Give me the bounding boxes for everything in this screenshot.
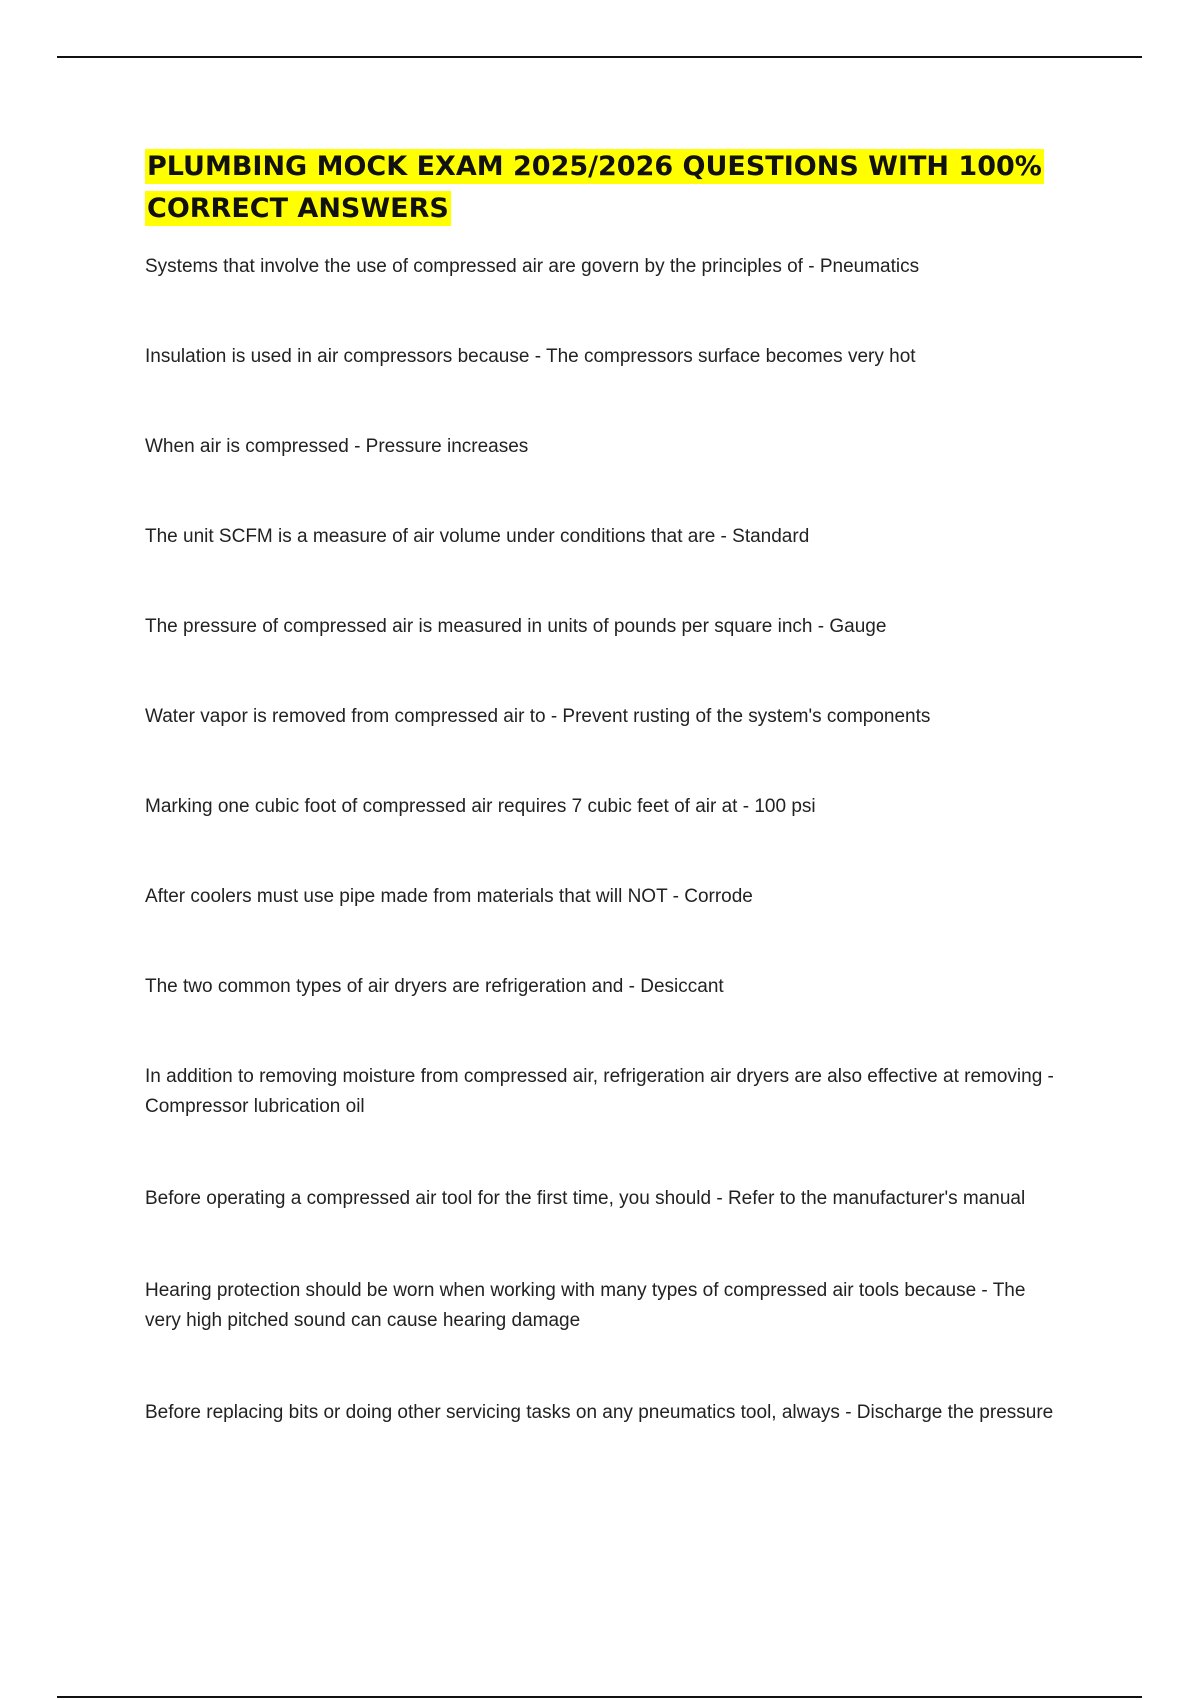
document-body (145, 146, 1065, 1490)
document-title (145, 146, 1065, 230)
document-title-text: PLUMBING MOCK EXAM 2025/2026 QUESTIONS WITH 100% CORRECT ANSWERS (147, 151, 1042, 224)
qa-item-4: The unit SCFM is a measure of air volume under conditions that are - Standard (145, 526, 810, 547)
footer-rule (57, 1696, 1142, 1698)
qa-item-1: Systems that involve the use of compressed air are govern by the principles of - Pneumatics (145, 256, 920, 277)
header-rule (57, 56, 1142, 58)
qa-item-9: The two common types of air dryers are refrigeration and - Desiccant (145, 976, 724, 997)
qa-item-12: Hearing protection should be worn when working with many types of compressed air tools because - The very high pitched sound can cause hearing damage (145, 1280, 1026, 1331)
qa-item-7: Marking one cubic foot of compressed air requires 7 cubic feet of air at - 100 psi (145, 796, 816, 817)
qa-item-10: In addition to removing moisture from compressed air, refrigeration air dryers are also effective at removing - Compressor lubrication oil (145, 1066, 1054, 1117)
qa-item-3: When air is compressed - Pressure increases (145, 436, 529, 457)
qa-item-8: After coolers must use pipe made from materials that will NOT - Corrode (145, 886, 753, 907)
qa-item-6: Water vapor is removed from compressed air to - Prevent rusting of the system's components (145, 706, 931, 727)
qa-item-13: Before replacing bits or doing other servicing tasks on any pneumatics tool, always - Discharge the pressure (145, 1402, 1054, 1423)
question-answer-list (145, 252, 1065, 1428)
qa-item-2: Insulation is used in air compressors because - The compressors surface becomes very hot (145, 346, 916, 367)
qa-item-5: The pressure of compressed air is measured in units of pounds per square inch - Gauge (145, 616, 887, 637)
qa-item-11: Before operating a compressed air tool for the first time, you should - Refer to the manufacturer's manual (145, 1188, 1026, 1209)
